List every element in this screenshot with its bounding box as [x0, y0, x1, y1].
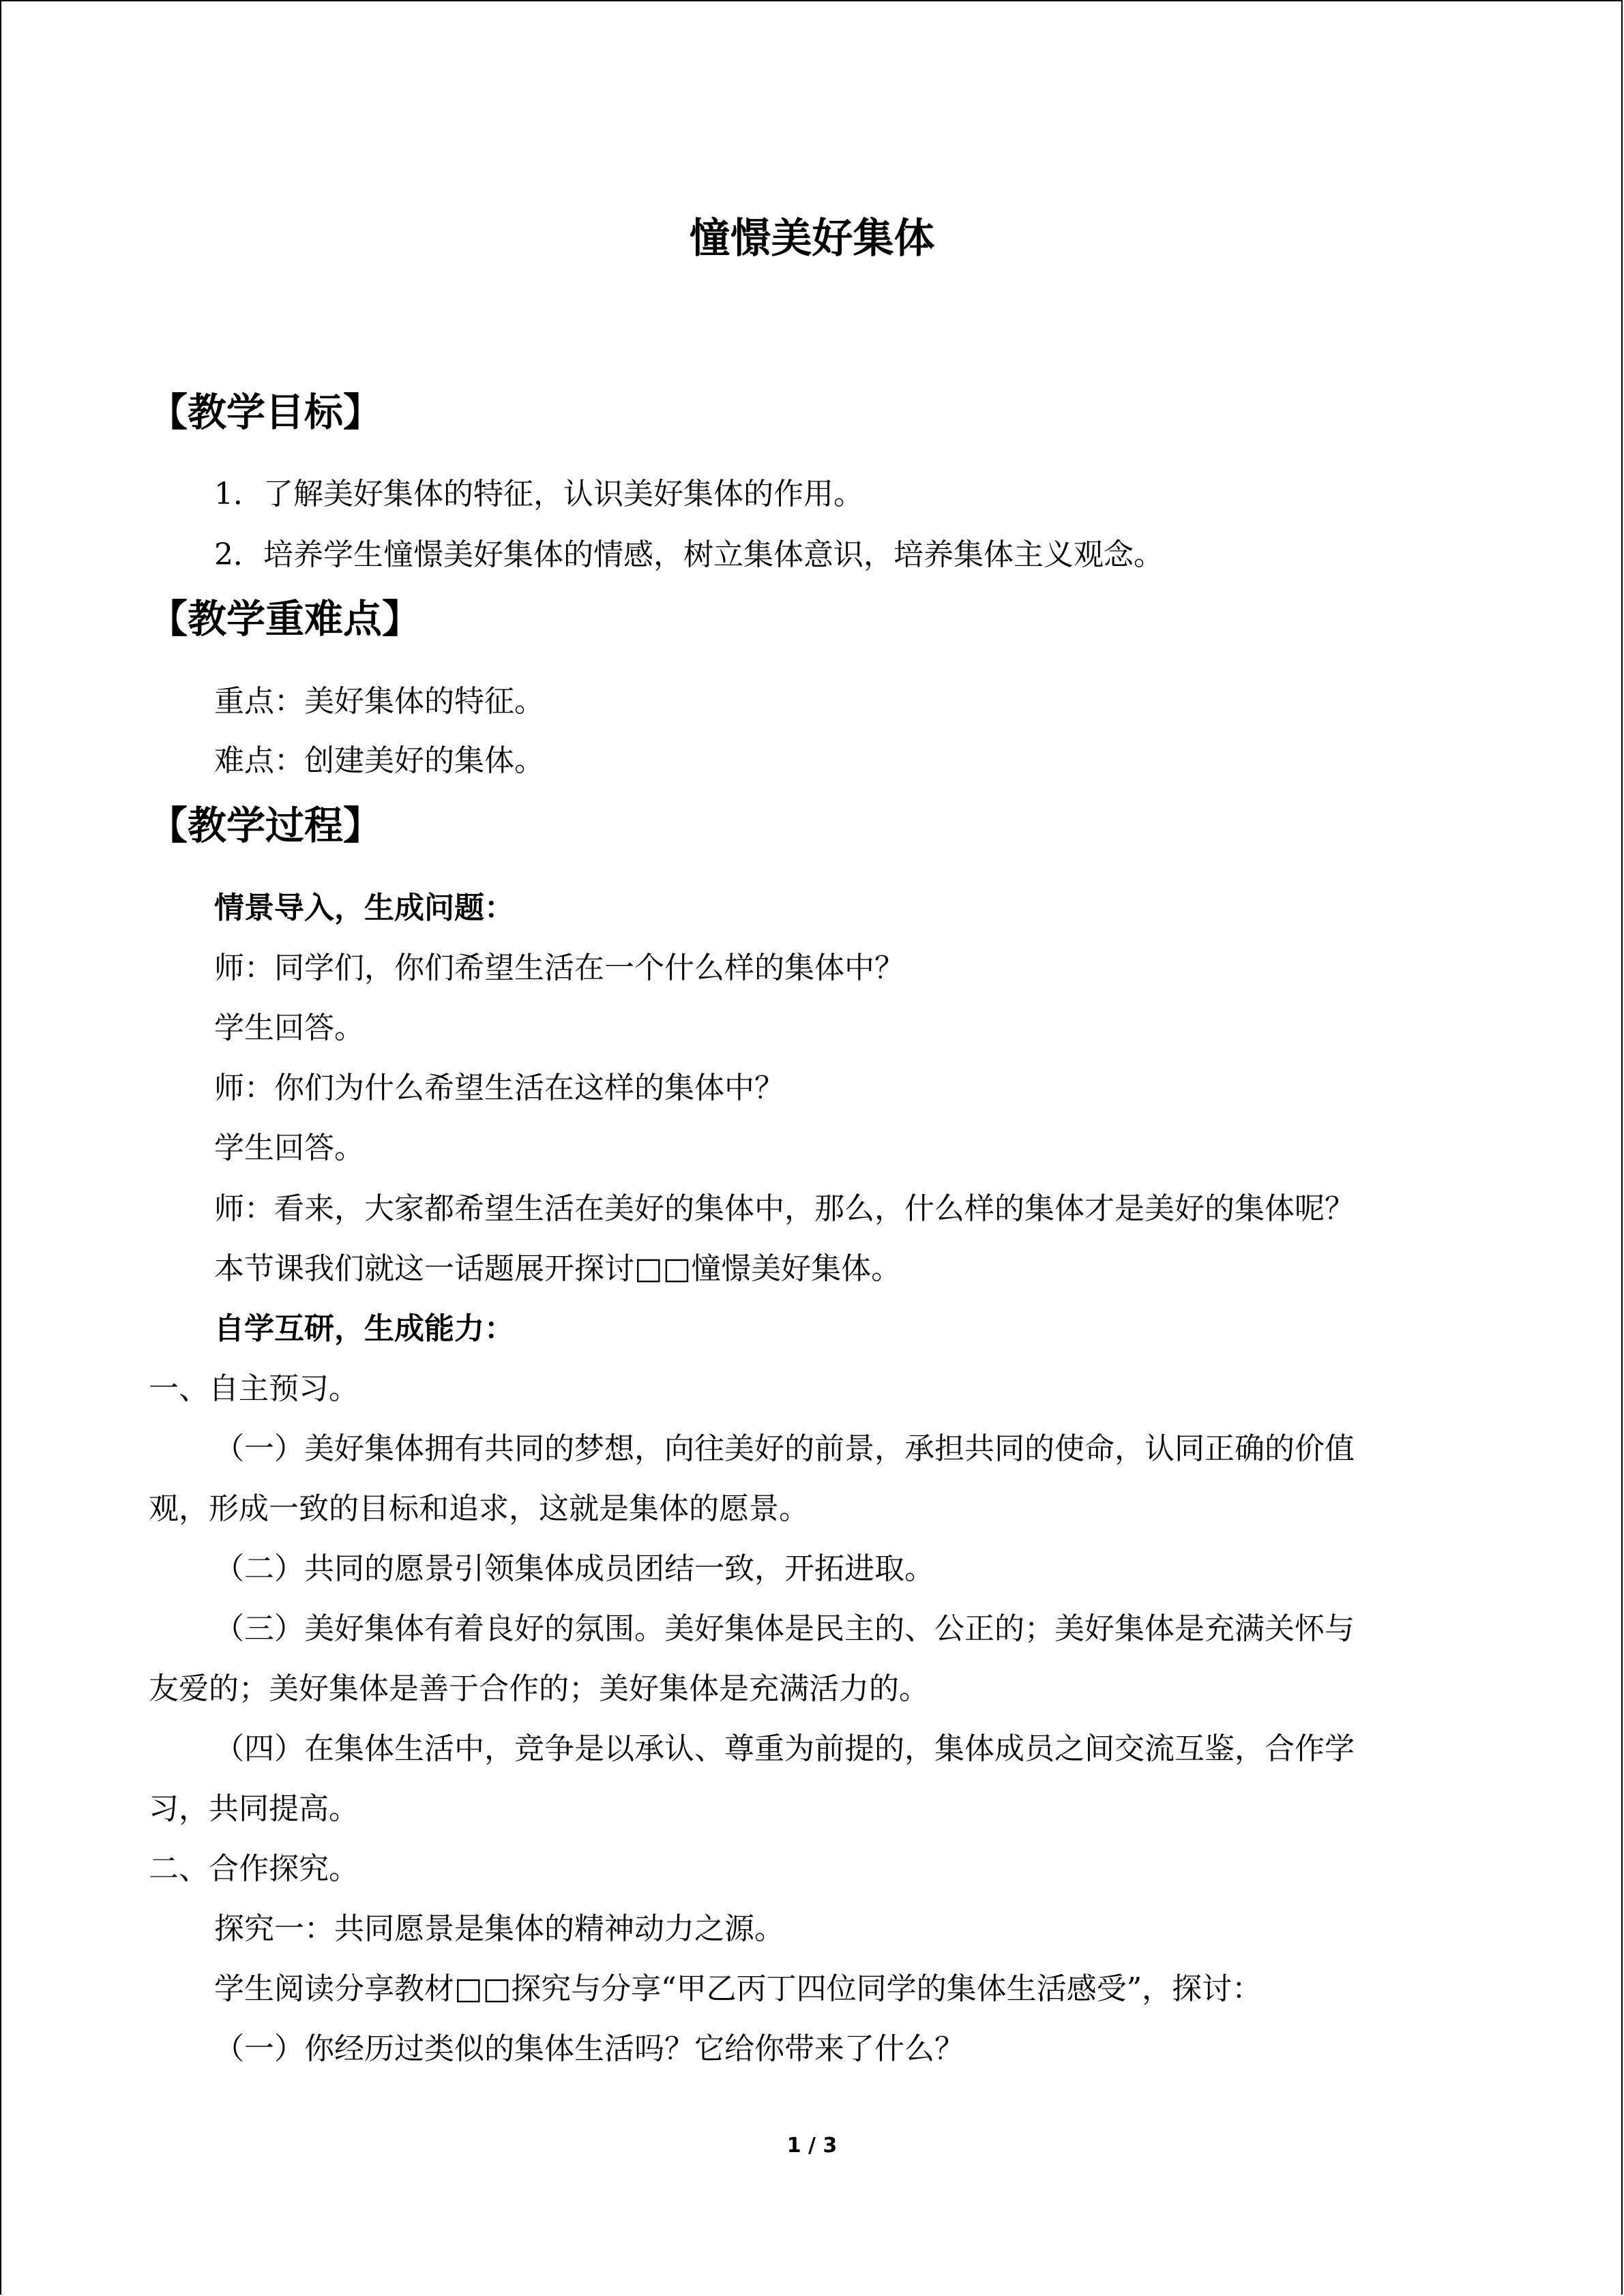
self-study-subheading: 自学互研，生成能力： — [214, 1311, 514, 1346]
explore1-task: 学生阅读分享教材□□探究与分享“甲乙丙丁四位同学的集体生活感受”，探讨： — [214, 1971, 1263, 2006]
explore1-question: （一）你经历过类似的集体生活吗？它给你带来了什么？ — [214, 2031, 964, 2066]
dialogue-line: 师：你们为什么希望生活在这样的集体中？ — [214, 1071, 784, 1105]
page-indicator: 1 / 3 — [786, 2134, 838, 2158]
part1-item4-line1: （四）在集体生活中，竞争是以承认、尊重为前提的，集体成员之间交流互鉴，合作学 — [214, 1731, 1355, 1766]
part1-item3-line1: （三）美好集体有着良好的氛围。美好集体是民主的、公正的；美好集体是充满关怀与 — [214, 1611, 1355, 1646]
process-heading: 【教学过程】 — [149, 803, 382, 848]
dialogue-line: 学生回答。 — [214, 1011, 364, 1045]
objective-item: 2．培养学生憧憬美好集体的情感，树立集体意识，培养集体主义观念。 — [214, 537, 1164, 572]
document-title: 憧憬美好集体 — [689, 215, 935, 263]
dialogue-line: 师：同学们，你们希望生活在一个什么样的集体中？ — [214, 951, 904, 985]
objective-item: 1．了解美好集体的特征，认识美好集体的作用。 — [214, 477, 863, 511]
part1-item2: （二）共同的愿景引领集体成员团结一致，开拓进取。 — [214, 1551, 934, 1586]
objectives-heading: 【教学目标】 — [149, 390, 382, 435]
part2-heading: 二、合作探究。 — [149, 1851, 359, 1886]
part1-item3-line2: 友爱的；美好集体是善于合作的；美好集体是充满活力的。 — [149, 1671, 929, 1706]
key-point-item: 难点：创建美好的集体。 — [214, 743, 544, 778]
part1-item1-line2: 观，形成一致的目标和追求，这就是集体的愿景。 — [149, 1491, 809, 1526]
key-points-heading: 【教学重难点】 — [149, 597, 421, 642]
explore1-title: 探究一：共同愿景是集体的精神动力之源。 — [214, 1911, 784, 1946]
key-point-item: 重点：美好集体的特征。 — [214, 684, 544, 719]
dialogue-line: 本节课我们就这一话题展开探讨□□憧憬美好集体。 — [214, 1251, 902, 1286]
intro-subheading: 情景导入，生成问题： — [214, 891, 514, 925]
part1-item1-line1: （一）美好集体拥有共同的梦想，向往美好的前景，承担共同的使命，认同正确的价值 — [214, 1431, 1355, 1466]
dialogue-line: 师：看来，大家都希望生活在美好的集体中，那么，什么样的集体才是美好的集体呢？ — [214, 1191, 1355, 1226]
dialogue-line: 学生回答。 — [214, 1131, 364, 1165]
part1-heading: 一、自主预习。 — [149, 1371, 359, 1406]
part1-item4-line2: 习，共同提高。 — [149, 1791, 359, 1826]
